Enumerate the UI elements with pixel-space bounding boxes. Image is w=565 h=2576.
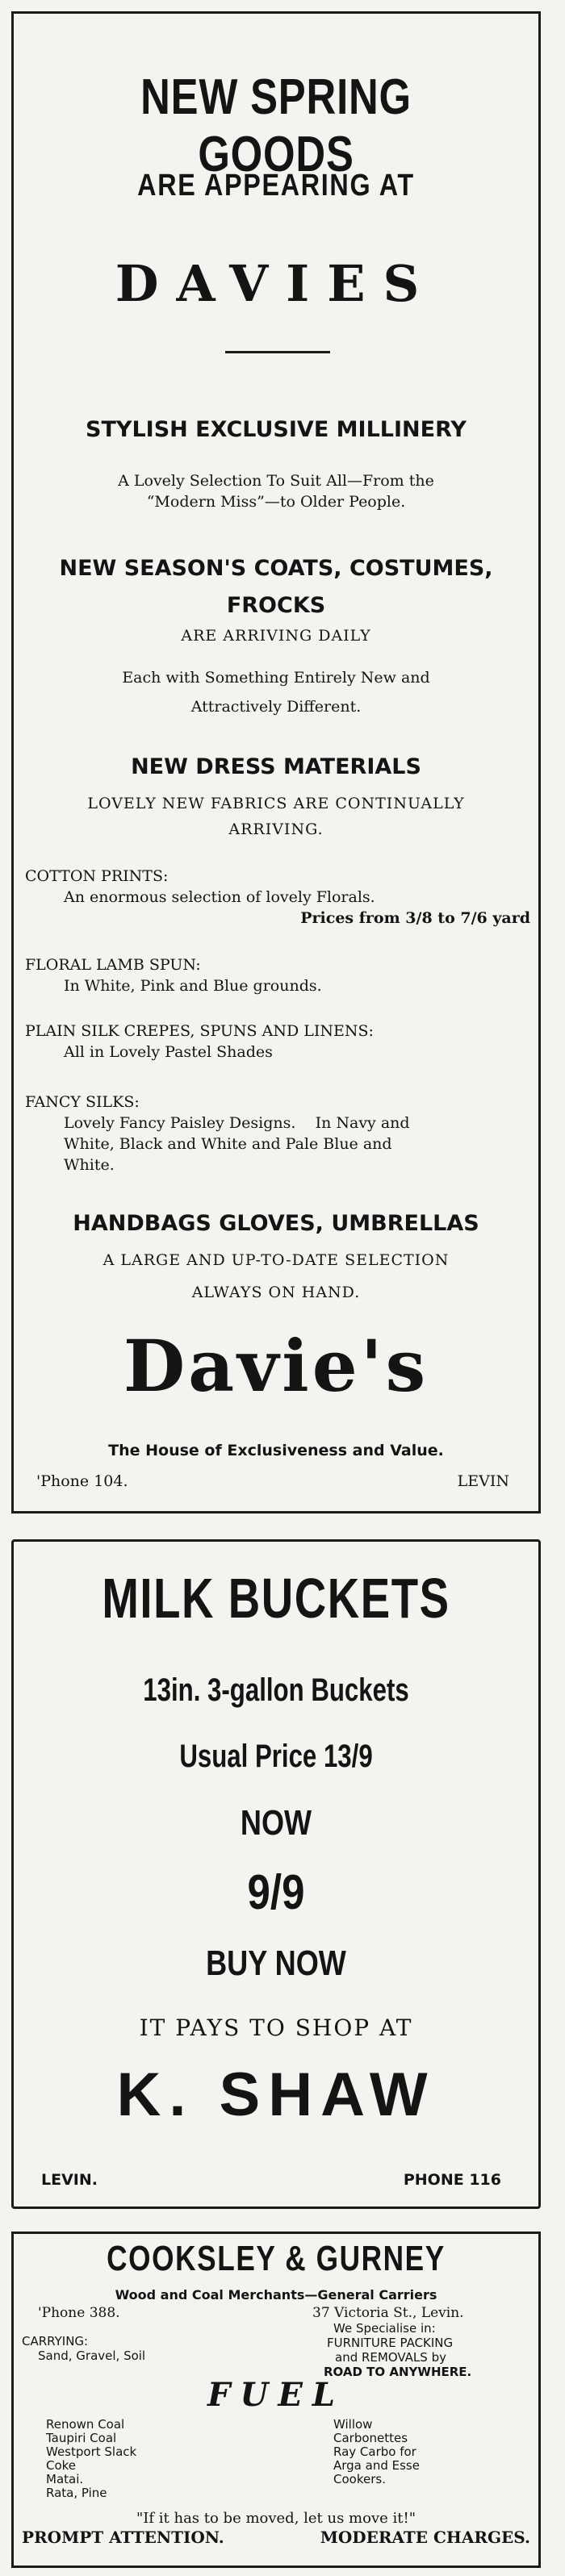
divider-rule bbox=[225, 351, 330, 353]
cooksley-subheading: Wood and Coal Merchants—General Carriers bbox=[115, 2287, 437, 2303]
cotton-price: Prices from 3/8 to 7/6 yard bbox=[300, 909, 530, 927]
carrying-items: Sand, Gravel, Soil bbox=[38, 2348, 146, 2363]
fuel-item: Willow bbox=[333, 2417, 373, 2432]
davies-town: LEVIN bbox=[457, 1472, 509, 1490]
coats-line-1: Each with Something Entirely New and bbox=[122, 669, 430, 687]
fuel-item: Matai. bbox=[46, 2472, 84, 2486]
handbags-heading: HANDBAGS GLOVES, UMBRELLAS bbox=[73, 1211, 479, 1236]
davies-advertisement bbox=[11, 11, 541, 1513]
buy-now-label: BUY NOW bbox=[206, 1943, 346, 1983]
millinery-line-1: A Lovely Selection To Suit All—From the bbox=[118, 472, 434, 490]
headline-new-spring-goods: NEW SPRING GOODS bbox=[140, 69, 412, 182]
fuel-item: Carbonettes bbox=[333, 2431, 408, 2445]
fuel-item: Renown Coal bbox=[46, 2417, 125, 2432]
millinery-line-2: “Modern Miss”—to Older People. bbox=[146, 493, 406, 511]
davies-logo: Davie's bbox=[123, 1324, 429, 1408]
pays-to-shop-line: IT PAYS TO SHOP AT bbox=[139, 2014, 413, 2041]
handbags-line-1: A LARGE AND UP-TO-DATE SELECTION bbox=[103, 1251, 450, 1269]
fuel-list-left bbox=[46, 2418, 136, 2500]
cooksley-gurney-advertisement bbox=[11, 2232, 541, 2568]
davies-phone: 'Phone 104. bbox=[36, 1472, 128, 1490]
specialise-line-4: ROAD TO ANYWHERE. bbox=[324, 2365, 472, 2379]
specialise-line-2: FURNITURE PACKING bbox=[327, 2336, 454, 2350]
k-shaw-name: K. SHAW bbox=[116, 2060, 436, 2129]
milk-buckets-headline: MILK BUCKETS bbox=[102, 1567, 450, 1630]
fuel-item: Taupiri Coal bbox=[46, 2431, 117, 2445]
cotton-label: COTTON PRINTS: bbox=[25, 867, 169, 885]
buckets-size-line: 13in. 3-gallon Buckets bbox=[143, 1672, 409, 1708]
shaw-advertisement bbox=[11, 1539, 541, 2209]
dress-line-1: LOVELY NEW FABRICS ARE CONTINUALLY bbox=[87, 795, 465, 812]
cooksley-quote: "If it has to be moved, let us move it!" bbox=[136, 2510, 416, 2527]
fuel-item: Coke bbox=[46, 2458, 77, 2473]
davies-tagline: The House of Exclusiveness and Value. bbox=[108, 1442, 444, 1459]
cooksley-phone: 'Phone 388. bbox=[38, 2305, 120, 2321]
usual-price-line: Usual Price 13/9 bbox=[179, 1739, 373, 1774]
plain-silk-label: PLAIN SILK CREPES, SPUNS AND LINENS: bbox=[25, 1022, 374, 1040]
sale-price: 9/9 bbox=[247, 1865, 305, 1919]
coats-line-2: Attractively Different. bbox=[190, 698, 362, 716]
dress-heading: NEW DRESS MATERIALS bbox=[131, 754, 421, 779]
floral-description: In White, Pink and Blue grounds. bbox=[64, 977, 322, 995]
cooksley-headline: COOKSLEY & GURNEY bbox=[107, 2239, 446, 2278]
fuel-list-right bbox=[333, 2418, 420, 2486]
fuel-item: Arga and Esse bbox=[333, 2458, 420, 2473]
fuel-item: Westport Slack bbox=[46, 2444, 137, 2459]
fuel-heading: FUEL bbox=[207, 2376, 345, 2414]
now-label: NOW bbox=[240, 1803, 312, 1843]
coats-heading-2: FROCKS bbox=[226, 593, 326, 618]
fancy-silks-label: FANCY SILKS: bbox=[25, 1093, 140, 1111]
fancy-silks-line-1: Lovely Fancy Paisley Designs. In Navy and bbox=[64, 1114, 410, 1132]
shaw-town: LEVIN. bbox=[41, 2171, 98, 2189]
specialise-line-1: We Specialise in: bbox=[333, 2321, 436, 2336]
fuel-item: Ray Carbo for bbox=[333, 2444, 416, 2459]
floral-label: FLORAL LAMB SPUN: bbox=[25, 956, 201, 974]
fancy-silks-line-3: White. bbox=[64, 1156, 115, 1174]
coats-subheading: ARE ARRIVING DAILY bbox=[181, 627, 371, 645]
fancy-silks-line-2: White, Black and White and Pale Blue and bbox=[64, 1135, 392, 1153]
headline-are-appearing: ARE APPEARING AT bbox=[137, 169, 415, 202]
prompt-attention: PROMPT ATTENTION. bbox=[22, 2528, 224, 2547]
moderate-charges: MODERATE CHARGES. bbox=[320, 2528, 530, 2547]
fuel-item: Cookers. bbox=[333, 2472, 386, 2486]
dress-line-2: ARRIVING. bbox=[228, 820, 324, 838]
specialise-line-3: and REMOVALS by bbox=[335, 2350, 446, 2365]
carrying-label: CARRYING: bbox=[22, 2334, 89, 2348]
handbags-line-2: ALWAYS ON HAND. bbox=[191, 1284, 361, 1301]
shaw-phone: PHONE 116 bbox=[403, 2171, 501, 2189]
millinery-heading: STYLISH EXCLUSIVE MILLINERY bbox=[86, 417, 467, 442]
cooksley-address: 37 Victoria St., Levin. bbox=[312, 2305, 464, 2321]
headline-davies: DAVIES bbox=[115, 254, 437, 313]
coats-heading-1: NEW SEASON'S COATS, COSTUMES, bbox=[59, 556, 493, 581]
cotton-description: An enormous selection of lovely Florals. bbox=[64, 888, 375, 906]
fuel-item: Rata, Pine bbox=[46, 2486, 107, 2500]
plain-silk-description: All in Lovely Pastel Shades bbox=[64, 1043, 273, 1061]
